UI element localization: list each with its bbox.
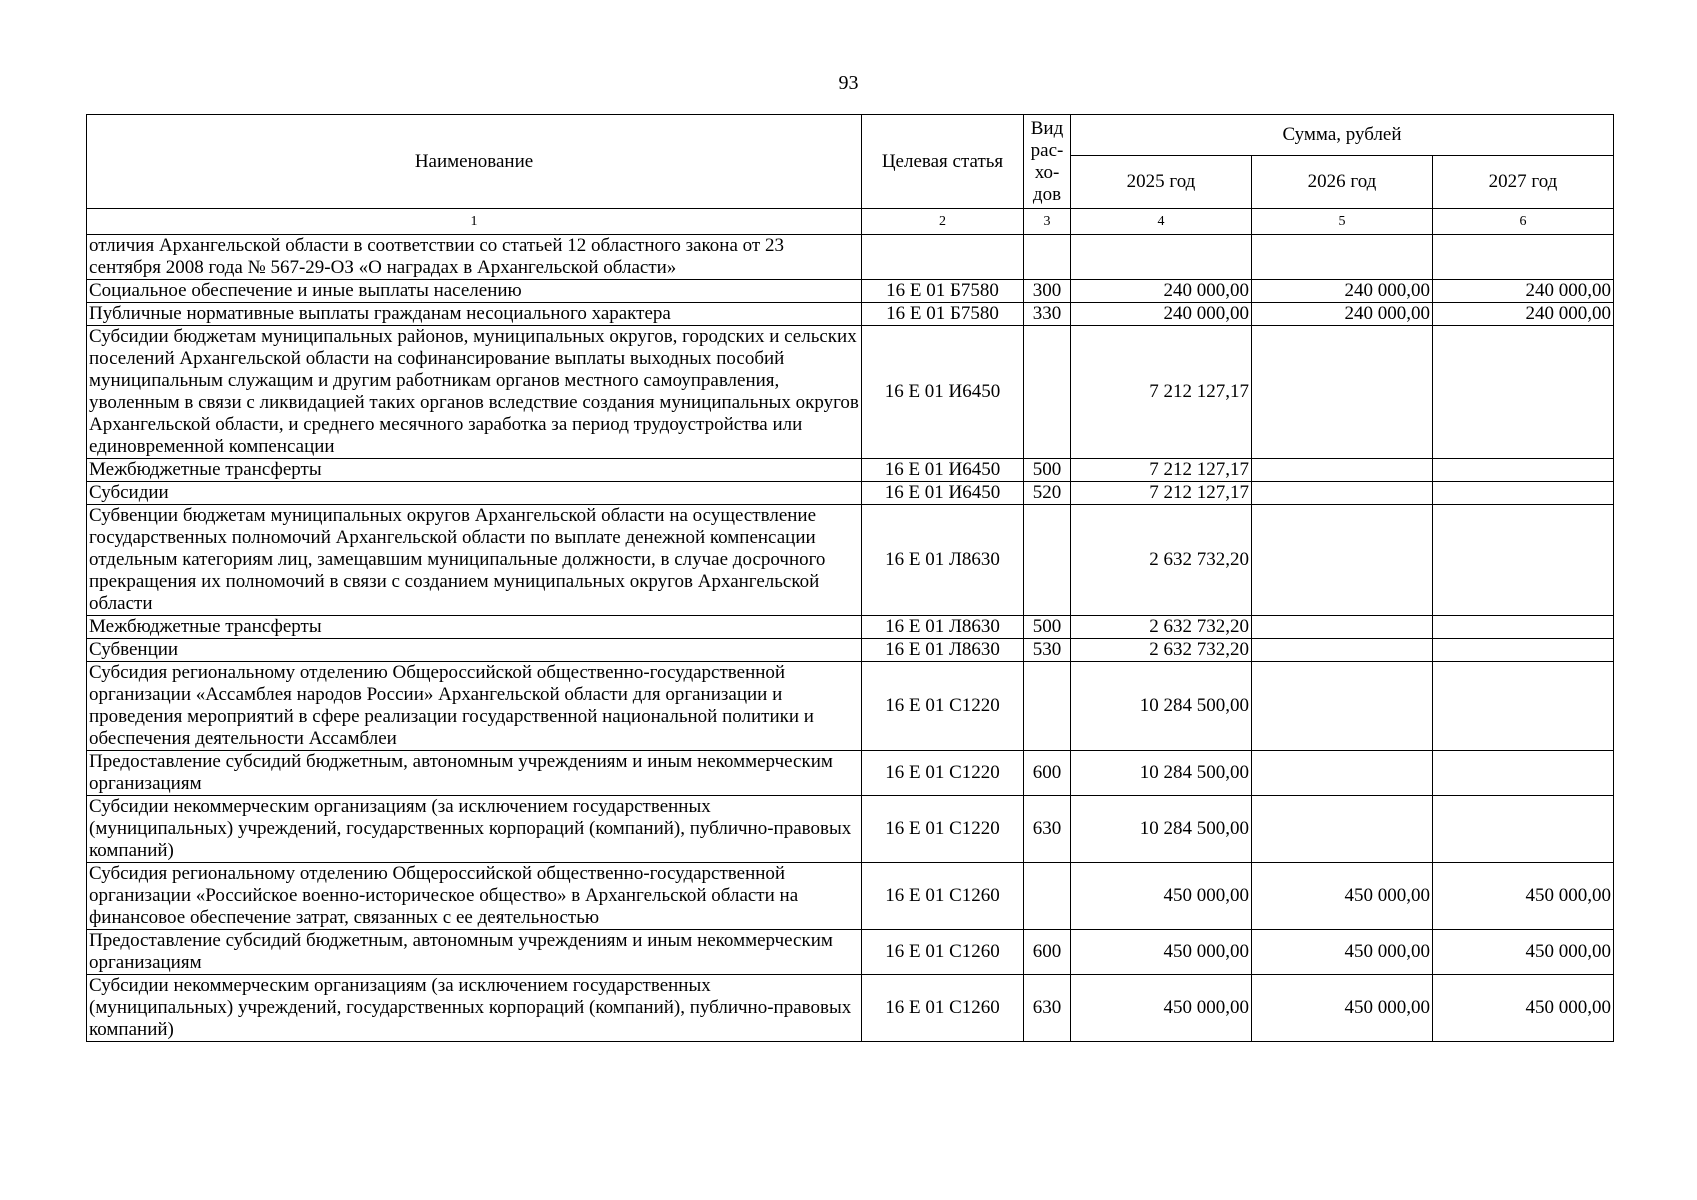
header-year-2025: 2025 год bbox=[1071, 156, 1252, 209]
cell-name: Субсидии некоммерческим организациям (за исключением государственных (муниципальных) учреждений, государственных корпораций (компаний), публично-правовых компаний) bbox=[87, 796, 862, 863]
cell-amount-2027 bbox=[1433, 616, 1614, 639]
cell-name: Предоставление субсидий бюджетным, автономным учреждениям и иным некоммерческим организациям bbox=[87, 751, 862, 796]
cell-expense-type: 330 bbox=[1024, 303, 1071, 326]
table-row bbox=[87, 280, 1614, 303]
column-number: 5 bbox=[1252, 209, 1433, 235]
cell-name: отличия Архангельской области в соответствии со статьей 12 областного закона от 23 сентября 2008 года № 567-29-ОЗ «О наградах в Архангельской области» bbox=[87, 235, 862, 280]
column-number: 6 bbox=[1433, 209, 1614, 235]
cell-name: Межбюджетные трансферты bbox=[87, 616, 862, 639]
cell-name: Субвенции бюджетам муниципальных округов Архангельской области на осуществление государственных полномочий Архангельской области по выплате денежной компенсации отдельным категориям лиц, замещавшим муниципальные должности, в случае досрочного прекращения их полномочий в связи с созданием муниципальных округов Архангельской области bbox=[87, 505, 862, 616]
cell-amount-2025: 240 000,00 bbox=[1071, 280, 1252, 303]
cell-target-article: 16 Е 01 Л8630 bbox=[862, 616, 1024, 639]
cell-amount-2026 bbox=[1252, 482, 1433, 505]
cell-name: Предоставление субсидий бюджетным, автономным учреждениям и иным некоммерческим организациям bbox=[87, 930, 862, 975]
cell-name: Субсидия региональному отделению Общероссийской общественно-государственной организации «Ассамблея народов России» Архангельской области для организации и проведения мероприятий в сфере реализации государственной национальной политики и обеспечения деятельности Ассамблеи bbox=[87, 662, 862, 751]
column-number: 3 bbox=[1024, 209, 1071, 235]
cell-amount-2027 bbox=[1433, 796, 1614, 863]
cell-amount-2026 bbox=[1252, 616, 1433, 639]
cell-amount-2026 bbox=[1252, 505, 1433, 616]
table-row bbox=[87, 616, 1614, 639]
cell-amount-2026: 240 000,00 bbox=[1252, 280, 1433, 303]
cell-amount-2027 bbox=[1433, 459, 1614, 482]
table-row bbox=[87, 662, 1614, 751]
cell-target-article: 16 Е 01 С1260 bbox=[862, 975, 1024, 1042]
cell-target-article: 16 Е 01 С1260 bbox=[862, 863, 1024, 930]
cell-amount-2026 bbox=[1252, 751, 1433, 796]
page-number: 93 bbox=[838, 72, 859, 94]
cell-expense-type: 600 bbox=[1024, 930, 1071, 975]
cell-expense-type bbox=[1024, 235, 1071, 280]
table-row bbox=[87, 863, 1614, 930]
cell-amount-2025: 2 632 732,20 bbox=[1071, 616, 1252, 639]
cell-amount-2025: 2 632 732,20 bbox=[1071, 639, 1252, 662]
cell-amount-2025: 7 212 127,17 bbox=[1071, 326, 1252, 459]
cell-name: Субсидии некоммерческим организациям (за исключением государственных (муниципальных) учреждений, государственных корпораций (компаний), публично-правовых компаний) bbox=[87, 975, 862, 1042]
cell-target-article: 16 Е 01 И6450 bbox=[862, 459, 1024, 482]
cell-amount-2026: 450 000,00 bbox=[1252, 975, 1433, 1042]
cell-amount-2025: 240 000,00 bbox=[1071, 303, 1252, 326]
cell-amount-2025: 7 212 127,17 bbox=[1071, 459, 1252, 482]
cell-target-article: 16 Е 01 С1220 bbox=[862, 796, 1024, 863]
header-expense-type bbox=[1024, 115, 1071, 209]
budget-table bbox=[86, 114, 1614, 1042]
cell-amount-2027 bbox=[1433, 751, 1614, 796]
cell-amount-2026 bbox=[1252, 459, 1433, 482]
cell-amount-2026: 450 000,00 bbox=[1252, 863, 1433, 930]
header-expense-type-line: рас- bbox=[1030, 139, 1064, 161]
cell-name: Социальное обеспечение и иные выплаты населению bbox=[87, 280, 862, 303]
cell-amount-2027: 240 000,00 bbox=[1433, 303, 1614, 326]
cell-target-article: 16 Е 01 И6450 bbox=[862, 326, 1024, 459]
cell-name: Субвенции bbox=[87, 639, 862, 662]
cell-amount-2025 bbox=[1071, 235, 1252, 280]
cell-target-article: 16 Е 01 С1220 bbox=[862, 662, 1024, 751]
cell-amount-2026 bbox=[1252, 639, 1433, 662]
cell-expense-type bbox=[1024, 863, 1071, 930]
cell-amount-2026: 450 000,00 bbox=[1252, 930, 1433, 975]
cell-target-article: 16 Е 01 С1260 bbox=[862, 930, 1024, 975]
cell-amount-2026 bbox=[1252, 662, 1433, 751]
table-row bbox=[87, 303, 1614, 326]
cell-amount-2026 bbox=[1252, 326, 1433, 459]
header-expense-type-line: дов bbox=[1032, 183, 1062, 205]
header-expense-type-line: хо- bbox=[1034, 161, 1060, 183]
cell-amount-2027 bbox=[1433, 482, 1614, 505]
cell-amount-2025: 10 284 500,00 bbox=[1071, 751, 1252, 796]
table-row bbox=[87, 326, 1614, 459]
table-row bbox=[87, 796, 1614, 863]
cell-expense-type bbox=[1024, 326, 1071, 459]
cell-amount-2027 bbox=[1433, 639, 1614, 662]
cell-amount-2025: 450 000,00 bbox=[1071, 975, 1252, 1042]
table-row bbox=[87, 482, 1614, 505]
table-row bbox=[87, 751, 1614, 796]
cell-name: Межбюджетные трансферты bbox=[87, 459, 862, 482]
cell-amount-2025: 450 000,00 bbox=[1071, 930, 1252, 975]
header-year-2026: 2026 год bbox=[1252, 156, 1433, 209]
cell-target-article: 16 Е 01 С1220 bbox=[862, 751, 1024, 796]
cell-expense-type bbox=[1024, 505, 1071, 616]
table-row bbox=[87, 235, 1614, 280]
cell-expense-type: 500 bbox=[1024, 459, 1071, 482]
table-body bbox=[87, 235, 1614, 1042]
cell-expense-type: 530 bbox=[1024, 639, 1071, 662]
cell-amount-2026 bbox=[1252, 796, 1433, 863]
cell-amount-2027 bbox=[1433, 326, 1614, 459]
column-number: 1 bbox=[87, 209, 862, 235]
cell-expense-type: 600 bbox=[1024, 751, 1071, 796]
column-number: 2 bbox=[862, 209, 1024, 235]
cell-name: Субсидия региональному отделению Общероссийской общественно-государственной организации «Российское военно-историческое общество» в Архангельской области на финансовое обеспечение затрат, связанных с ее деятельностью bbox=[87, 863, 862, 930]
table-row bbox=[87, 639, 1614, 662]
cell-target-article: 16 Е 01 Л8630 bbox=[862, 505, 1024, 616]
cell-target-article: 16 Е 01 Б7580 bbox=[862, 303, 1024, 326]
cell-target-article: 16 Е 01 И6450 bbox=[862, 482, 1024, 505]
header-year-2027: 2027 год bbox=[1433, 156, 1614, 209]
cell-expense-type: 630 bbox=[1024, 975, 1071, 1042]
cell-amount-2026: 240 000,00 bbox=[1252, 303, 1433, 326]
header-name: Наименование bbox=[87, 115, 862, 209]
cell-amount-2027 bbox=[1433, 662, 1614, 751]
cell-name: Публичные нормативные выплаты гражданам несоциального характера bbox=[87, 303, 862, 326]
cell-amount-2027: 450 000,00 bbox=[1433, 930, 1614, 975]
cell-amount-2025: 10 284 500,00 bbox=[1071, 796, 1252, 863]
cell-expense-type: 630 bbox=[1024, 796, 1071, 863]
cell-target-article: 16 Е 01 Л8630 bbox=[862, 639, 1024, 662]
column-number: 4 bbox=[1071, 209, 1252, 235]
cell-amount-2027: 450 000,00 bbox=[1433, 863, 1614, 930]
cell-amount-2025: 450 000,00 bbox=[1071, 863, 1252, 930]
cell-expense-type: 500 bbox=[1024, 616, 1071, 639]
table-row bbox=[87, 930, 1614, 975]
cell-amount-2026 bbox=[1252, 235, 1433, 280]
cell-amount-2027 bbox=[1433, 505, 1614, 616]
cell-amount-2027 bbox=[1433, 235, 1614, 280]
header-expense-type-line: Вид bbox=[1030, 117, 1064, 139]
cell-amount-2027: 240 000,00 bbox=[1433, 280, 1614, 303]
cell-amount-2025: 10 284 500,00 bbox=[1071, 662, 1252, 751]
cell-name: Субсидии бюджетам муниципальных районов, муниципальных округов, городских и сельских поселений Архангельской области на софинансирование выплаты выходных пособий муниципальным служащим и другим работникам органов местного самоуправления, уволенным в связи с ликвидацией таких органов вследствие создания муниципальных округов Архангельской области, и среднего месячного заработка за период трудоустройства или единовременной компенсации bbox=[87, 326, 862, 459]
cell-amount-2027: 450 000,00 bbox=[1433, 975, 1614, 1042]
table-row bbox=[87, 459, 1614, 482]
cell-name: Субсидии bbox=[87, 482, 862, 505]
header-sum: Сумма, рублей bbox=[1071, 115, 1614, 156]
header-target-article: Целевая статья bbox=[862, 115, 1024, 209]
cell-amount-2025: 2 632 732,20 bbox=[1071, 505, 1252, 616]
table-row bbox=[87, 505, 1614, 616]
cell-target-article: 16 Е 01 Б7580 bbox=[862, 280, 1024, 303]
cell-expense-type: 520 bbox=[1024, 482, 1071, 505]
cell-expense-type: 300 bbox=[1024, 280, 1071, 303]
cell-amount-2025: 7 212 127,17 bbox=[1071, 482, 1252, 505]
cell-expense-type bbox=[1024, 662, 1071, 751]
table-row bbox=[87, 975, 1614, 1042]
cell-target-article bbox=[862, 235, 1024, 280]
